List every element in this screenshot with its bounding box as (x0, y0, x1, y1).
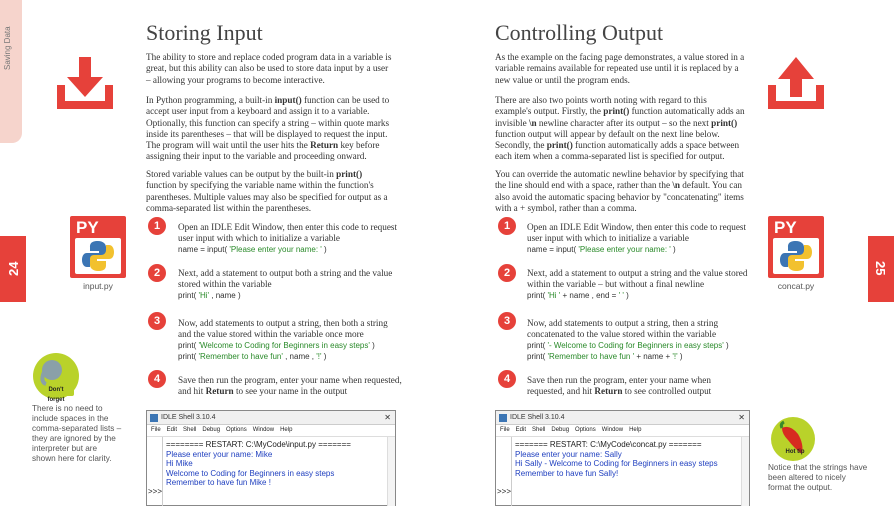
page-number-right: 25 (868, 236, 894, 302)
shell-line: Welcome to Coding for Beginners in easy steps (166, 468, 335, 478)
idle-shell-window (495, 410, 750, 506)
idle-menu-bar (147, 425, 395, 436)
download-icon (55, 55, 115, 111)
section-tab-label: Saving Data (3, 26, 12, 70)
right-paragraph-3: You can override the automatic newline behavior by specifying that the line should end with a space, rather than the \n default. You can also avoid the automatic spacing behavior by "concatenating" items with a + symbol, rather than a comma. (495, 169, 744, 213)
step-text: Save then run the program, enter your name when requested, and hit Return to see controlled output (527, 375, 712, 396)
shell-line: Please enter your name: Mike (166, 449, 273, 459)
idle-shell-window (146, 410, 396, 506)
python-file-name: concat.py (777, 281, 815, 291)
idle-app-icon (150, 414, 158, 422)
step-text: Next, add a statement to output both a string and the value stored within the variable print( 'Hi' , name ) (178, 268, 393, 300)
menu-window[interactable]: Window (252, 427, 275, 433)
step-text: Next, add a statement to output a string and the value stored within the variable – but without a final newline print( 'Hi ' + name , end = ' ' ) (527, 268, 748, 300)
right-paragraph-1: As the example on the facing page demonstrates, a value stored in a variable remains available for repeated use until it is replaced by a new value or until the program ends. (495, 52, 745, 85)
left-margin-note: There is no need to include spaces in the comma-separated lists – they are ignored by the interpreter but are shown here for clarity. (32, 404, 122, 463)
python-file-icon: PY (70, 216, 126, 278)
menu-options[interactable]: Options (575, 427, 596, 433)
left-page-title: Storing Input (146, 20, 263, 45)
left-paragraph-1: The ability to store and replace coded program data in a variable is great, but this ability can also be used to store data input by a user – allowing your programs to become interactive. (146, 52, 392, 85)
step-number: 2 (498, 264, 516, 282)
menu-file[interactable]: File (500, 427, 510, 433)
close-icon[interactable]: ✕ (384, 413, 391, 422)
step-text: Open an IDLE Edit Window, then enter this code to request user input with which to initialize a variable name = input( 'Please enter your name: ' ) (178, 222, 398, 254)
step-number: 1 (498, 217, 516, 235)
shell-line: Hi Mike (166, 459, 193, 468)
python-file-name: input.py (83, 281, 113, 291)
shell-prompt: >>> (496, 437, 512, 506)
dont-forget-badge-label: Don't forget (47, 387, 65, 403)
shell-line: Remember to have fun Mike ! (166, 478, 271, 487)
idle-shell-output[interactable] (496, 436, 749, 505)
right-page-title: Controlling Output (495, 20, 664, 45)
upload-icon (766, 55, 826, 111)
step-number: 4 (148, 370, 166, 388)
step-number: 3 (148, 312, 166, 330)
step-number: 3 (498, 312, 516, 330)
left-paragraph-2: In Python programming, a built-in input() function can be used to accept user input from a keyboard and assign it to a variable. Optionally, this function can specify a string – within quote marks inside its parentheses – that will be displayed to request the input. The program will wait until the user hits the Return key before assigning their input to the variable and proceeding onward. (146, 95, 390, 162)
idle-title-bar: IDLE Shell 3.10.4 ✕ (496, 411, 749, 425)
shell-line: Hi Sally - Welcome to Coding for Beginners in easy steps (515, 459, 718, 468)
step-number: 1 (148, 217, 166, 235)
menu-edit[interactable]: Edit (166, 427, 178, 433)
step-text: Now, add statements to output a string, then both a string and the value stored within the variable once more print( 'Welcome to Coding for Beginners in easy steps' ) print( 'Remember to have fun' , name , '!' ) (178, 318, 388, 361)
idle-menu-bar (496, 425, 749, 436)
step-number: 4 (498, 370, 516, 388)
scrollbar[interactable] (387, 437, 395, 506)
shell-line: ======= RESTART: C:\MyCode\concat.py ======= (515, 440, 702, 449)
right-margin-note: Notice that the strings have been altered to nicely format the output. (768, 463, 868, 492)
shell-prompt: >>> (147, 437, 163, 506)
shell-line: Remember to have fun Sally! (515, 468, 619, 478)
step-text: Open an IDLE Edit Window, then enter this code to request user input with which to initialize a variable name = input( 'Please enter your name: ' ) (527, 222, 747, 254)
menu-shell[interactable]: Shell (532, 427, 546, 433)
page-number-left: 24 (0, 236, 26, 302)
menu-debug[interactable]: Debug (202, 427, 221, 433)
step-text: Now, add statements to output a string, then a string concatenated to the value stored within the variable print( '- Welcome to Coding for Beginners in easy steps' ) print( 'Remember to have fun ' + name + '!' ) (527, 318, 729, 361)
python-file-icon: PY (768, 216, 824, 278)
hot-tip-badge-label: Hot tip (785, 449, 805, 455)
idle-app-icon (499, 414, 507, 422)
shell-line: ======== RESTART: C:\MyCode\input.py ======= (166, 440, 351, 449)
idle-title-bar: IDLE Shell 3.10.4 ✕ (147, 411, 395, 425)
menu-file[interactable]: File (151, 427, 161, 433)
scrollbar[interactable] (741, 437, 749, 506)
shell-line: Please enter your name: Sally (515, 449, 622, 459)
step-text: Save then run the program, enter your name when requested, and hit Return to see your name in the output (178, 375, 402, 396)
menu-help[interactable]: Help (629, 427, 642, 433)
idle-shell-output[interactable] (147, 436, 395, 505)
menu-shell[interactable]: Shell (183, 427, 197, 433)
left-paragraph-3: Stored variable values can be output by the built-in print() function by specifying the variable name within the function's parentheses. Multiple values may also be specified for output as a comma-separated list within the parentheses. (146, 169, 388, 213)
menu-edit[interactable]: Edit (515, 427, 527, 433)
menu-help[interactable]: Help (280, 427, 293, 433)
right-paragraph-2: There are also two points worth noting with regard to this example's output. Firstly, the print() function automatically adds an invisible \n newline character after its output – so the next print() function output will appear by default on the next line below. Secondly, the print() function automatically adds a space between each item when a comma-separated list is specified for output. (495, 95, 745, 162)
step-number: 2 (148, 264, 166, 282)
menu-debug[interactable]: Debug (551, 427, 570, 433)
close-icon[interactable]: ✕ (738, 413, 745, 422)
menu-options[interactable]: Options (226, 427, 247, 433)
menu-window[interactable]: Window (601, 427, 624, 433)
section-tab (0, 0, 22, 143)
